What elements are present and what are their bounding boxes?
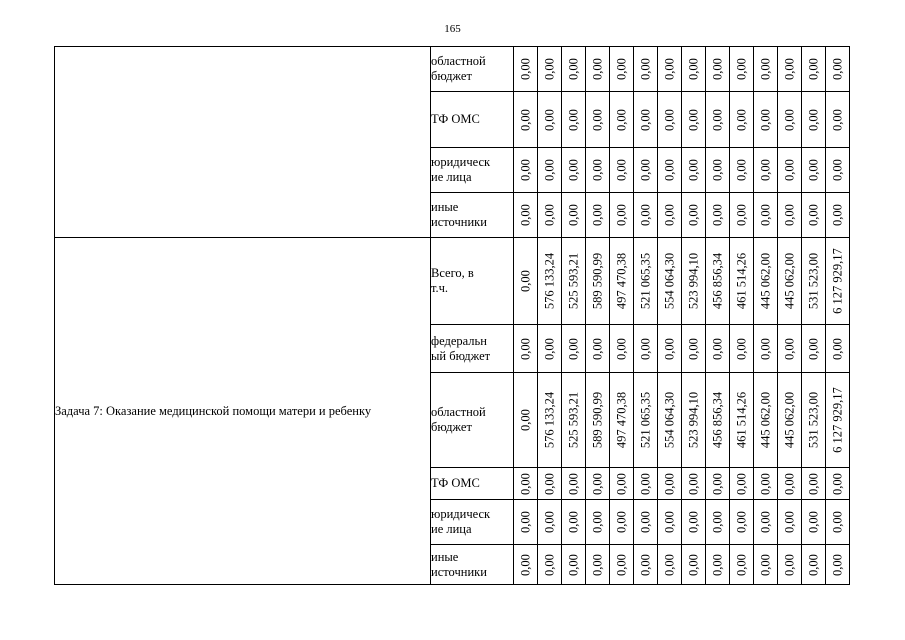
value-cell xyxy=(730,468,754,500)
value-text: 0,00 xyxy=(662,159,676,181)
value-text: 0,00 xyxy=(590,553,604,576)
value-cell xyxy=(778,92,802,148)
value-cell xyxy=(754,500,778,545)
value-cell xyxy=(754,92,778,148)
value-text: 0,00 xyxy=(782,159,796,181)
value-text: 0,00 xyxy=(806,472,820,495)
value-text: 0,00 xyxy=(566,108,580,131)
value-cell xyxy=(754,325,778,373)
value-text: 0,00 xyxy=(518,511,532,533)
value-cell xyxy=(562,325,586,373)
value-cell xyxy=(778,325,802,373)
value-cell xyxy=(802,373,826,468)
value-text: 0,00 xyxy=(614,108,628,131)
value-text: 0,00 xyxy=(518,159,532,181)
value-cell xyxy=(658,92,682,148)
value-text: 0,00 xyxy=(566,204,580,226)
funding-source-cell: юридическ ие лица xyxy=(431,148,514,193)
value-text: 0,00 xyxy=(566,511,580,533)
value-cell xyxy=(538,47,562,92)
value-cell xyxy=(586,325,610,373)
value-text: 0,00 xyxy=(614,204,628,226)
value-text: 0,00 xyxy=(566,472,580,495)
value-text: 0,00 xyxy=(686,108,700,131)
value-cell xyxy=(538,193,562,238)
value-text: 0,00 xyxy=(518,409,532,431)
value-text: 0,00 xyxy=(590,204,604,226)
funding-source-cell: Всего, в т.ч. xyxy=(431,238,514,325)
value-cell xyxy=(586,238,610,325)
value-text: 0,00 xyxy=(614,337,628,360)
value-text: 554 064,30 xyxy=(662,391,676,449)
value-cell xyxy=(706,238,730,325)
task-description-cell xyxy=(55,47,431,238)
value-cell xyxy=(586,193,610,238)
value-cell xyxy=(754,373,778,468)
value-text: 0,00 xyxy=(614,159,628,181)
value-cell xyxy=(730,92,754,148)
value-text: 445 062,00 xyxy=(782,391,796,449)
value-text: 0,00 xyxy=(710,108,724,131)
value-text: 0,00 xyxy=(542,58,556,80)
value-text: 0,00 xyxy=(518,204,532,226)
value-cell xyxy=(562,193,586,238)
value-text: 521 065,35 xyxy=(638,391,652,449)
value-cell xyxy=(730,238,754,325)
value-text: 0,00 xyxy=(662,337,676,360)
value-cell xyxy=(634,545,658,585)
value-cell xyxy=(658,468,682,500)
value-cell xyxy=(538,545,562,585)
value-cell xyxy=(802,325,826,373)
value-text: 0,00 xyxy=(662,511,676,533)
value-text: 0,00 xyxy=(686,337,700,360)
value-cell xyxy=(586,545,610,585)
value-cell xyxy=(754,148,778,193)
value-cell xyxy=(562,148,586,193)
value-text: 0,00 xyxy=(830,553,844,576)
value-cell xyxy=(634,500,658,545)
value-cell xyxy=(610,238,634,325)
value-text: 0,00 xyxy=(518,58,532,80)
value-cell xyxy=(730,500,754,545)
value-text: 521 065,35 xyxy=(638,252,652,310)
funding-source-cell: иные источники xyxy=(431,545,514,585)
value-cell xyxy=(706,373,730,468)
value-cell xyxy=(730,193,754,238)
value-text: 461 514,26 xyxy=(734,391,748,449)
value-text: 0,00 xyxy=(566,159,580,181)
value-cell xyxy=(514,92,538,148)
value-text: 0,00 xyxy=(830,204,844,226)
value-text: 0,00 xyxy=(806,511,820,533)
value-text: 0,00 xyxy=(710,511,724,533)
value-text: 0,00 xyxy=(542,204,556,226)
value-cell xyxy=(634,47,658,92)
value-text: 6 127 929,17 xyxy=(830,387,844,453)
value-cell xyxy=(826,238,850,325)
value-cell xyxy=(538,148,562,193)
value-cell xyxy=(634,468,658,500)
value-cell xyxy=(802,238,826,325)
value-cell xyxy=(586,47,610,92)
value-text: 0,00 xyxy=(662,58,676,80)
value-cell xyxy=(538,373,562,468)
value-text: 0,00 xyxy=(542,511,556,533)
funding-source-cell: ТФ ОМС xyxy=(431,92,514,148)
value-text: 0,00 xyxy=(686,204,700,226)
value-cell xyxy=(826,47,850,92)
value-cell xyxy=(682,92,706,148)
value-text: 445 062,00 xyxy=(758,252,772,310)
value-cell xyxy=(562,47,586,92)
value-text: 0,00 xyxy=(638,511,652,533)
value-text: 0,00 xyxy=(662,108,676,131)
value-cell xyxy=(514,148,538,193)
value-text: 0,00 xyxy=(830,159,844,181)
value-text: 0,00 xyxy=(686,553,700,576)
value-cell xyxy=(586,468,610,500)
value-text: 0,00 xyxy=(566,58,580,80)
value-text: 525 593,21 xyxy=(566,391,580,449)
value-cell xyxy=(754,238,778,325)
value-text: 0,00 xyxy=(758,472,772,495)
value-text: 0,00 xyxy=(782,204,796,226)
value-text: 0,00 xyxy=(542,553,556,576)
value-cell xyxy=(634,325,658,373)
value-cell xyxy=(658,325,682,373)
value-text: 0,00 xyxy=(542,337,556,360)
value-cell xyxy=(514,238,538,325)
value-text: 0,00 xyxy=(614,58,628,80)
value-text: 445 062,00 xyxy=(782,252,796,310)
value-text: 0,00 xyxy=(806,553,820,576)
value-text: 0,00 xyxy=(710,337,724,360)
value-cell xyxy=(610,468,634,500)
value-text: 0,00 xyxy=(830,511,844,533)
value-text: 0,00 xyxy=(710,58,724,80)
value-text: 0,00 xyxy=(662,204,676,226)
value-cell xyxy=(658,373,682,468)
value-text: 0,00 xyxy=(614,511,628,533)
value-cell xyxy=(586,500,610,545)
value-cell xyxy=(682,545,706,585)
value-text: 0,00 xyxy=(806,204,820,226)
value-cell xyxy=(826,545,850,585)
funding-source-cell: областной бюджет xyxy=(431,373,514,468)
value-text: 0,00 xyxy=(518,337,532,360)
value-text: 0,00 xyxy=(734,204,748,226)
value-text: 0,00 xyxy=(614,472,628,495)
value-cell xyxy=(826,468,850,500)
value-text: 0,00 xyxy=(542,108,556,131)
value-text: 0,00 xyxy=(638,108,652,131)
value-text: 0,00 xyxy=(638,553,652,576)
funding-source-cell: иные источники xyxy=(431,193,514,238)
value-text: 0,00 xyxy=(758,553,772,576)
value-text: 0,00 xyxy=(782,553,796,576)
value-cell xyxy=(826,325,850,373)
value-text: 0,00 xyxy=(638,472,652,495)
value-text: 497 470,38 xyxy=(614,391,628,449)
value-text: 0,00 xyxy=(782,108,796,131)
task-description-cell: Задача 7: Оказание медицинской помощи матери и ребенку xyxy=(55,238,431,585)
value-text: 0,00 xyxy=(782,511,796,533)
value-cell xyxy=(610,47,634,92)
table-body xyxy=(55,47,850,585)
value-cell xyxy=(706,193,730,238)
value-text: 461 514,26 xyxy=(734,252,748,310)
value-text: 445 062,00 xyxy=(758,391,772,449)
value-text: 0,00 xyxy=(782,472,796,495)
value-cell xyxy=(634,238,658,325)
value-text: 0,00 xyxy=(662,472,676,495)
value-cell xyxy=(778,500,802,545)
value-text: 0,00 xyxy=(590,159,604,181)
value-text: 531 523,00 xyxy=(806,252,820,310)
value-text: 0,00 xyxy=(686,511,700,533)
value-text: 0,00 xyxy=(710,472,724,495)
funding-source-cell: юридическ ие лица xyxy=(431,500,514,545)
value-cell xyxy=(682,47,706,92)
value-cell xyxy=(586,148,610,193)
value-text: 456 856,34 xyxy=(710,252,724,310)
value-cell xyxy=(658,545,682,585)
value-cell xyxy=(706,545,730,585)
value-text: 0,00 xyxy=(542,159,556,181)
page-number: 165 xyxy=(444,23,461,35)
value-text: 0,00 xyxy=(806,108,820,131)
value-text: 0,00 xyxy=(830,337,844,360)
value-cell xyxy=(610,148,634,193)
value-cell xyxy=(562,500,586,545)
value-cell xyxy=(634,148,658,193)
value-text: 0,00 xyxy=(710,159,724,181)
value-text: 0,00 xyxy=(710,204,724,226)
value-cell xyxy=(634,373,658,468)
value-cell xyxy=(802,545,826,585)
value-text: 0,00 xyxy=(830,58,844,80)
value-cell xyxy=(730,373,754,468)
value-text: 0,00 xyxy=(734,337,748,360)
value-cell xyxy=(562,92,586,148)
table-row xyxy=(55,47,850,92)
value-cell xyxy=(634,193,658,238)
value-text: 0,00 xyxy=(590,108,604,131)
value-cell xyxy=(610,500,634,545)
value-text: 0,00 xyxy=(590,337,604,360)
value-text: 0,00 xyxy=(806,159,820,181)
funding-source-cell: ТФ ОМС xyxy=(431,468,514,500)
value-cell xyxy=(706,468,730,500)
table-row xyxy=(55,238,850,325)
value-text: 0,00 xyxy=(758,511,772,533)
value-cell xyxy=(610,545,634,585)
value-cell xyxy=(538,500,562,545)
value-text: 0,00 xyxy=(758,337,772,360)
value-cell xyxy=(682,373,706,468)
value-text: 0,00 xyxy=(518,270,532,292)
value-text: 0,00 xyxy=(590,511,604,533)
value-text: 0,00 xyxy=(518,108,532,131)
value-text: 523 994,10 xyxy=(686,391,700,449)
value-text: 0,00 xyxy=(734,511,748,533)
value-text: 589 590,99 xyxy=(590,252,604,310)
value-cell xyxy=(706,500,730,545)
value-text: 0,00 xyxy=(734,58,748,80)
value-cell xyxy=(682,500,706,545)
value-cell xyxy=(538,238,562,325)
value-text: 0,00 xyxy=(734,108,748,131)
value-text: 0,00 xyxy=(782,337,796,360)
value-text: 0,00 xyxy=(782,58,796,80)
value-text: 0,00 xyxy=(830,472,844,495)
value-cell xyxy=(778,193,802,238)
value-text: 0,00 xyxy=(758,58,772,80)
value-cell xyxy=(706,47,730,92)
value-cell xyxy=(802,193,826,238)
value-cell xyxy=(682,148,706,193)
value-cell xyxy=(658,238,682,325)
value-text: 0,00 xyxy=(590,472,604,495)
value-text: 0,00 xyxy=(830,108,844,131)
value-cell xyxy=(562,238,586,325)
value-cell xyxy=(730,325,754,373)
value-text: 525 593,21 xyxy=(566,252,580,310)
value-text: 497 470,38 xyxy=(614,252,628,310)
value-cell xyxy=(754,468,778,500)
value-cell xyxy=(754,193,778,238)
value-cell xyxy=(514,373,538,468)
value-cell xyxy=(514,468,538,500)
value-cell xyxy=(610,373,634,468)
value-cell xyxy=(682,468,706,500)
value-text: 0,00 xyxy=(662,553,676,576)
value-text: 0,00 xyxy=(638,204,652,226)
value-cell xyxy=(754,545,778,585)
value-cell xyxy=(778,148,802,193)
value-cell xyxy=(634,92,658,148)
value-cell xyxy=(682,193,706,238)
value-text: 0,00 xyxy=(590,58,604,80)
value-text: 0,00 xyxy=(638,337,652,360)
value-cell xyxy=(802,47,826,92)
value-text: 0,00 xyxy=(686,58,700,80)
budget-table xyxy=(54,46,850,585)
value-cell xyxy=(730,148,754,193)
value-cell xyxy=(538,325,562,373)
value-text: 0,00 xyxy=(806,58,820,80)
value-cell xyxy=(706,325,730,373)
value-cell xyxy=(658,193,682,238)
value-cell xyxy=(682,238,706,325)
value-text: 0,00 xyxy=(686,159,700,181)
value-cell xyxy=(802,148,826,193)
value-cell xyxy=(826,92,850,148)
value-cell xyxy=(610,193,634,238)
value-text: 0,00 xyxy=(734,472,748,495)
value-cell xyxy=(826,373,850,468)
value-cell xyxy=(658,500,682,545)
value-cell xyxy=(826,500,850,545)
value-text: 0,00 xyxy=(518,553,532,576)
value-cell xyxy=(586,92,610,148)
value-cell xyxy=(754,47,778,92)
value-cell xyxy=(562,373,586,468)
value-text: 554 064,30 xyxy=(662,252,676,310)
value-text: 523 994,10 xyxy=(686,252,700,310)
value-text: 589 590,99 xyxy=(590,391,604,449)
value-cell xyxy=(514,193,538,238)
value-text: 531 523,00 xyxy=(806,391,820,449)
value-cell xyxy=(802,468,826,500)
value-cell xyxy=(706,92,730,148)
value-cell xyxy=(538,92,562,148)
value-cell xyxy=(514,47,538,92)
value-cell xyxy=(706,148,730,193)
value-text: 576 133,24 xyxy=(542,252,556,310)
value-text: 0,00 xyxy=(566,553,580,576)
value-text: 0,00 xyxy=(518,472,532,495)
value-cell xyxy=(778,545,802,585)
value-text: 0,00 xyxy=(686,472,700,495)
value-cell xyxy=(802,92,826,148)
value-text: 0,00 xyxy=(638,159,652,181)
value-text: 0,00 xyxy=(758,159,772,181)
value-cell xyxy=(514,325,538,373)
value-text: 0,00 xyxy=(758,108,772,131)
value-cell xyxy=(826,193,850,238)
funding-source-cell: федеральн ый бюджет xyxy=(431,325,514,373)
value-cell xyxy=(778,238,802,325)
value-text: 0,00 xyxy=(638,58,652,80)
value-cell xyxy=(586,373,610,468)
value-text: 0,00 xyxy=(710,553,724,576)
value-cell xyxy=(658,47,682,92)
value-cell xyxy=(538,468,562,500)
value-text: 0,00 xyxy=(758,204,772,226)
value-cell xyxy=(778,47,802,92)
value-cell xyxy=(730,47,754,92)
value-cell xyxy=(826,148,850,193)
value-text: 0,00 xyxy=(542,472,556,495)
value-cell xyxy=(682,325,706,373)
value-text: 0,00 xyxy=(566,337,580,360)
value-text: 0,00 xyxy=(806,337,820,360)
value-cell xyxy=(778,373,802,468)
value-cell xyxy=(610,92,634,148)
value-cell xyxy=(730,545,754,585)
value-cell xyxy=(514,500,538,545)
value-cell xyxy=(562,468,586,500)
value-text: 456 856,34 xyxy=(710,391,724,449)
value-text: 6 127 929,17 xyxy=(830,248,844,314)
value-text: 0,00 xyxy=(614,553,628,576)
funding-source-cell: областной бюджет xyxy=(431,47,514,92)
value-cell xyxy=(562,545,586,585)
value-cell xyxy=(658,148,682,193)
value-text: 0,00 xyxy=(734,553,748,576)
value-cell xyxy=(802,500,826,545)
value-cell xyxy=(778,468,802,500)
value-text: 576 133,24 xyxy=(542,391,556,449)
value-cell xyxy=(514,545,538,585)
value-cell xyxy=(610,325,634,373)
value-text: 0,00 xyxy=(734,159,748,181)
